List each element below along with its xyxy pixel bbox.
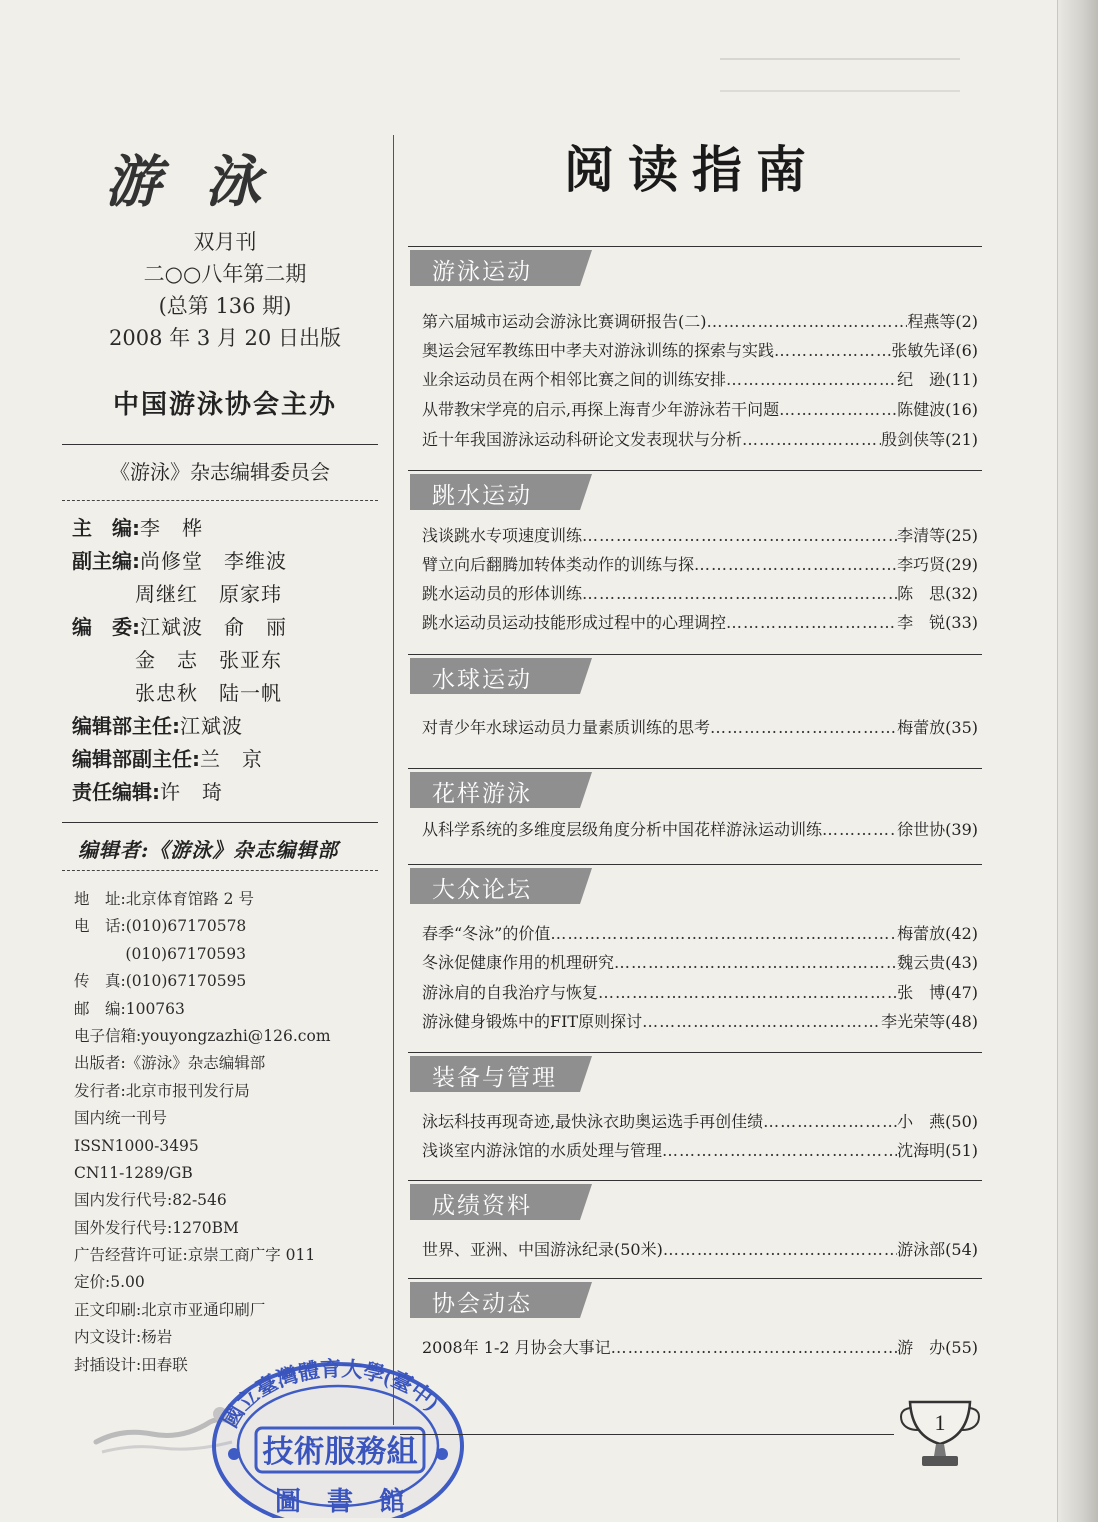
stamp-bottom-text: 圖 書 館: [274, 1487, 406, 1516]
entry-title: 跳水运动员运动技能形成过程中的心理调控: [422, 613, 727, 632]
section-rule: [408, 1052, 982, 1053]
staff-row: [72, 578, 382, 611]
toc-entry[interactable]: [422, 609, 978, 637]
entry-author: 陈 思(32): [897, 584, 978, 603]
column-divider: [393, 135, 394, 1425]
entry-author: 沈海明(51): [897, 1141, 978, 1160]
section-header: [410, 250, 606, 286]
toc-entry[interactable]: [422, 1137, 978, 1165]
entry-title: 世界、亚洲、中国游泳纪录(50米): [422, 1240, 663, 1259]
info-row: 广告经营许可证:京崇工商广字 011: [74, 1246, 316, 1265]
leader-dots: [642, 1008, 881, 1036]
section-title: 跳水运动: [432, 483, 532, 509]
staff-row: [72, 611, 382, 644]
info-row: 出版者:《游泳》杂志编辑部: [74, 1054, 266, 1073]
committee-title: 《游泳》杂志编辑委员会: [110, 460, 330, 484]
entry-author: 梅蕾放(42): [897, 924, 978, 943]
entry-author: 小 燕(50): [897, 1112, 978, 1131]
info-row: CN11-1289/GB: [74, 1163, 193, 1182]
entry-author: 程燕等(2): [907, 312, 978, 331]
staff-label: 主 编:: [72, 516, 140, 540]
leader-dots: [763, 1108, 897, 1136]
info-row: 封插设计:田春联: [74, 1355, 188, 1374]
toc-entry[interactable]: [422, 1334, 978, 1362]
staff-names: 尚修堂 李维波: [140, 549, 287, 573]
staff-names: 张忠秋 陆一帆: [72, 681, 282, 705]
leader-dots: [710, 714, 897, 742]
staff-names: 李 桦: [140, 516, 203, 540]
toc-entry[interactable]: [422, 366, 978, 394]
info-row: 电 话:(010)67170578: [74, 917, 247, 936]
leader-dots: [582, 522, 897, 550]
entry-author: 张 博(47): [897, 983, 978, 1002]
leader-dots: [822, 816, 897, 844]
entry-author: 李巧贤(29): [897, 555, 978, 574]
frequency: 双月刊: [193, 230, 257, 254]
entry-title: 2008年 1-2 月协会大事记: [422, 1338, 611, 1357]
toc-entry[interactable]: [422, 920, 978, 948]
entry-title: 游泳健身锻炼中的FIT原则探讨: [422, 1012, 643, 1031]
issue-number: 二○○八年第二期: [143, 262, 307, 286]
toc-entry[interactable]: [422, 580, 978, 608]
toc-entry[interactable]: [422, 979, 978, 1007]
leader-dots: [726, 609, 897, 637]
toc-entry[interactable]: [422, 522, 978, 550]
entry-title: 第六届城市运动会游泳比赛调研报告(二): [422, 312, 707, 331]
staff-list: [72, 512, 382, 809]
leader-dots: [726, 366, 897, 394]
divider: [62, 500, 378, 501]
toc-entry[interactable]: [422, 337, 978, 365]
info-row: 电子信箱:youyongzazhi@126.com: [74, 1026, 331, 1045]
leader-dots: [611, 1334, 897, 1362]
toc-entry[interactable]: [422, 714, 978, 742]
entry-author: 游泳部(54): [897, 1240, 978, 1259]
staff-names: 江斌波: [180, 714, 243, 738]
toc-entry[interactable]: [422, 1008, 978, 1036]
entry-author: 李清等(25): [897, 526, 978, 545]
staff-label: 编辑部副主任:: [72, 747, 200, 771]
publication-info: [74, 886, 384, 1379]
entry-title: 浅谈跳水专项速度训练: [422, 526, 583, 545]
section-header: [410, 868, 606, 904]
entry-title: 臂立向后翻腾加转体类动作的训练与探: [422, 555, 695, 574]
entry-title: 泳坛科技再现奇迹,最快泳衣助奥运选手再创佳绩: [422, 1112, 764, 1131]
leader-dots: [742, 426, 881, 454]
entry-title: 跳水运动员的形体训练: [422, 584, 583, 603]
entry-author: 陈健波(16): [897, 400, 978, 419]
leader-dots: [582, 580, 897, 608]
entry-title: 游泳肩的自我治疗与恢复: [422, 983, 599, 1002]
sponsor: 中国游泳协会主办: [112, 390, 337, 420]
entry-author: 游 办(55): [897, 1338, 978, 1357]
section-title: 水球运动: [432, 667, 532, 693]
info-row: 正文印刷:北京市亚通印刷厂: [74, 1300, 266, 1319]
section-header: [410, 474, 606, 510]
page-edge: [1057, 0, 1098, 1522]
section-rule: [408, 1180, 982, 1181]
staff-label: 编辑部主任:: [72, 714, 180, 738]
toc-entry[interactable]: [422, 396, 978, 424]
section-title: 花样游泳: [432, 781, 532, 807]
info-row: 邮 编:100763: [74, 999, 185, 1018]
section-rule: [408, 654, 982, 655]
toc-entry[interactable]: [422, 949, 978, 977]
staff-names: 周继红 原家玮: [72, 582, 282, 606]
info-row: 内文设计:杨岩: [74, 1328, 173, 1347]
staff-row: [72, 644, 382, 677]
bleed-through-mark: [720, 58, 960, 92]
info-row: 发行者:北京市报刊发行局: [74, 1081, 250, 1100]
divider: [62, 444, 378, 445]
entry-title: 冬泳促健康作用的机理研究: [422, 953, 615, 972]
section-title: 成绩资料: [432, 1193, 532, 1219]
toc-entry[interactable]: [422, 816, 978, 844]
divider: [62, 822, 378, 823]
staff-label: 责任编辑:: [72, 780, 160, 804]
leader-dots: [614, 949, 897, 977]
entry-title: 业余运动员在两个相邻比赛之间的训练安排: [422, 370, 727, 389]
stamp-center-text: 技術服務組: [262, 1434, 418, 1469]
trophy-icon: [898, 1394, 982, 1474]
entry-author: 李光荣等(48): [881, 1012, 978, 1031]
entry-author: 梅蕾放(35): [897, 718, 978, 737]
toc-entry[interactable]: [422, 308, 978, 336]
entry-title: 对青少年水球运动员力量素质训练的思考: [422, 718, 711, 737]
entry-title: 浅谈室内游泳馆的水质处理与管理: [422, 1141, 663, 1160]
leader-dots: [694, 551, 897, 579]
staff-label: 副主编:: [72, 549, 140, 573]
total-issue: (总第 136 期): [158, 294, 292, 318]
section-rule: [408, 470, 982, 471]
section-header: [410, 1184, 606, 1220]
staff-row: [72, 545, 382, 578]
staff-row: [72, 677, 382, 710]
divider: [62, 870, 378, 871]
stamp-top-text: 國立臺灣體育大學(臺中): [217, 1356, 444, 1432]
info-row: (010)67170593: [74, 944, 246, 963]
info-row: 国外发行代号:1270BM: [74, 1218, 239, 1237]
section-header: [410, 658, 606, 694]
section-title: 游泳运动: [432, 259, 532, 285]
staff-names: 兰 京: [200, 747, 263, 771]
entry-author: 纪 逊(11): [897, 370, 978, 389]
staff-names: 江斌波 俞 丽: [140, 615, 287, 639]
entry-title: 春季“冬泳”的价值: [422, 924, 551, 943]
info-row: 地 址:北京体育馆路 2 号: [74, 890, 254, 908]
info-row: ISSN1000-3495: [74, 1136, 199, 1155]
staff-names: 金 志 张亚东: [72, 648, 282, 672]
magazine-title: 游泳: [105, 150, 305, 215]
section-rule: [408, 864, 982, 865]
leader-dots: [663, 1236, 897, 1264]
info-row: 国内发行代号:82-546: [74, 1191, 227, 1210]
entry-author: 殷剑侠等(21): [881, 430, 978, 449]
section-title: 协会动态: [432, 1291, 532, 1317]
info-row: 传 真:(010)67170595: [74, 972, 247, 991]
section-header: [410, 1282, 606, 1318]
staff-row: [72, 512, 382, 545]
section-rule: [408, 768, 982, 769]
entry-author: 徐世协(39): [897, 820, 978, 839]
leader-dots: [662, 1137, 897, 1165]
leader-dots: [774, 337, 891, 365]
section-title: 大众论坛: [432, 877, 532, 903]
entry-title: 近十年我国游泳运动科研论文发表现状与分析: [422, 430, 743, 449]
section-rule: [408, 246, 982, 247]
staff-row: [72, 776, 382, 809]
entry-title: 从科学系统的多维度层级角度分析中国花样游泳运动训练: [422, 820, 823, 839]
footer-rule: [400, 1434, 894, 1435]
guide-title: 阅读指南: [564, 141, 820, 199]
staff-label: 编 委:: [72, 615, 140, 639]
entry-author: 魏云贵(43): [897, 953, 978, 972]
section-rule: [408, 1278, 982, 1279]
entry-title: 从带教宋学亮的启示,再探上海青少年游泳若干问题: [422, 400, 780, 419]
entry-title: 奥运会冠军教练田中孝夫对游泳训练的探索与实践: [422, 341, 775, 360]
section-title: 装备与管理: [432, 1065, 557, 1091]
info-row: 定价:5.00: [74, 1273, 145, 1292]
leader-dots: [707, 308, 908, 336]
section-header: [410, 772, 606, 808]
staff-row: [72, 743, 382, 776]
entry-author: 张敏先译(6): [891, 341, 978, 360]
info-row: 国内统一刊号: [74, 1109, 168, 1128]
toc-entry[interactable]: [422, 551, 978, 579]
editor-line: 编辑者:《游泳》杂志编辑部: [78, 838, 339, 862]
masthead-column: [0, 0, 392, 1522]
staff-row: [72, 710, 382, 743]
toc-entry[interactable]: [422, 1236, 978, 1264]
publish-date: 2008 年 3 月 20 日出版: [109, 326, 341, 350]
toc-entry[interactable]: [422, 426, 978, 454]
entry-author: 李 锐(33): [897, 613, 978, 632]
staff-names: 许 琦: [160, 780, 223, 804]
leader-dots: [598, 979, 897, 1007]
section-header: [410, 1056, 606, 1092]
leader-dots: [550, 920, 897, 948]
leader-dots: [779, 396, 897, 424]
toc-entry[interactable]: [422, 1108, 978, 1136]
page-number: 1: [934, 1410, 946, 1435]
